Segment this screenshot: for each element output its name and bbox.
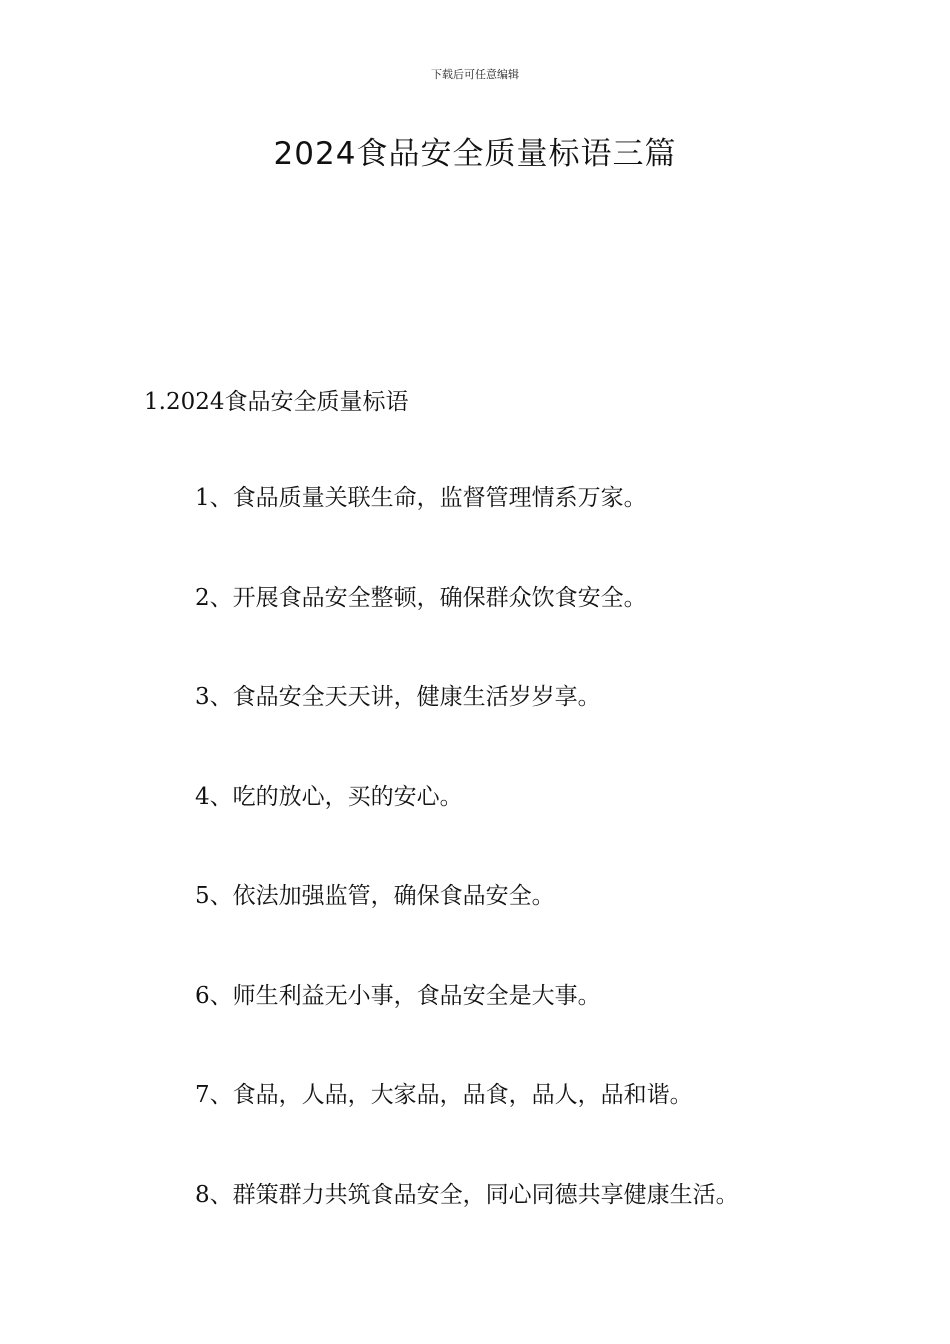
slogan-item: 1、食品质量关联生命，监督管理情系万家。 [195, 485, 647, 511]
slogan-list [195, 480, 739, 1276]
header-note: 下载后可任意编辑 [431, 68, 519, 81]
document-title: 2024食品安全质量标语三篇 [273, 136, 677, 172]
slogan-item: 8、群策群力共筑食品安全，同心同德共享健康生活。 [195, 1181, 739, 1208]
slogan-item: 6、师生利益无小事，食品安全是大事。 [195, 982, 601, 1009]
slogan-item: 5、依法加强监管，确保食品安全。 [195, 883, 555, 909]
slogan-item: 3、食品安全天天讲，健康生活岁岁享。 [195, 684, 601, 710]
slogan-item: 2、开展食品安全整顿，确保群众饮食安全。 [195, 584, 647, 611]
section-heading: 1.2024食品安全质量标语 [144, 389, 409, 415]
slogan-item: 7、食品，人品，大家品，品食，品人，品和谐。 [195, 1082, 693, 1108]
slogan-item: 4、吃的放心，买的安心。 [195, 783, 463, 810]
